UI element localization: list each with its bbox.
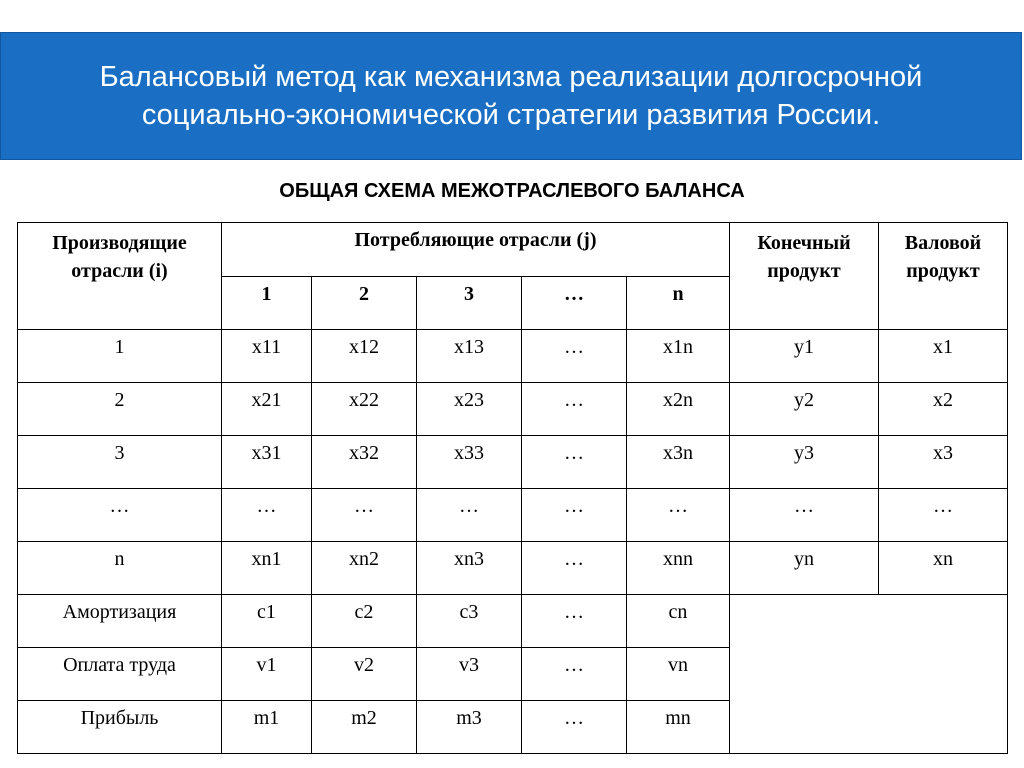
- final-product-cell: y3: [730, 436, 879, 489]
- header-consuming: Потребляющие отрасли (j): [222, 223, 730, 277]
- table-cell: xn3: [417, 542, 522, 595]
- table-cell: c1: [222, 595, 312, 648]
- table-cell: …: [627, 489, 730, 542]
- table-cell: …: [522, 330, 627, 383]
- column-header: 3: [417, 277, 522, 330]
- row-label: Амортизация: [18, 595, 222, 648]
- column-header: 1: [222, 277, 312, 330]
- table-cell: …: [522, 436, 627, 489]
- gross-product-cell: x2: [879, 383, 1008, 436]
- empty-block: [730, 595, 1008, 754]
- table-cell: …: [522, 489, 627, 542]
- header-producing: Производящие отрасли (i): [18, 223, 222, 330]
- table-cell: …: [522, 595, 627, 648]
- table-row: [18, 489, 1008, 542]
- title-bar: [0, 32, 1022, 160]
- table-cell: c2: [312, 595, 417, 648]
- table-cell: x3n: [627, 436, 730, 489]
- table-row: [18, 436, 1008, 489]
- balance-table: [17, 222, 1008, 754]
- table-cell: cn: [627, 595, 730, 648]
- row-label: Прибыль: [18, 701, 222, 754]
- slide-title: Балансовый метод как механизма реализации долгосрочной социально-экономической стратегии развития России.: [99, 61, 923, 131]
- row-label: …: [18, 489, 222, 542]
- table-cell: xn1: [222, 542, 312, 595]
- row-label: n: [18, 542, 222, 595]
- table-cell: xnn: [627, 542, 730, 595]
- table-cell: x2n: [627, 383, 730, 436]
- table-cell: mn: [627, 701, 730, 754]
- table-cell: …: [222, 489, 312, 542]
- table-cell: …: [312, 489, 417, 542]
- row-label: 3: [18, 436, 222, 489]
- table-cell: …: [522, 542, 627, 595]
- table-cell: …: [417, 489, 522, 542]
- table-row: [18, 542, 1008, 595]
- table-cell: x11: [222, 330, 312, 383]
- final-product-cell: yn: [730, 542, 879, 595]
- table-cell: v3: [417, 648, 522, 701]
- table-subtitle: ОБЩАЯ СХЕМА МЕЖОТРАСЛЕВОГО БАЛАНСА: [279, 180, 745, 202]
- row-label: 2: [18, 383, 222, 436]
- value-added-row: [18, 595, 1008, 648]
- table-cell: x22: [312, 383, 417, 436]
- table-cell: x31: [222, 436, 312, 489]
- final-product-cell: …: [730, 489, 879, 542]
- table-cell: …: [522, 383, 627, 436]
- gross-product-cell: xn: [879, 542, 1008, 595]
- table-cell: v2: [312, 648, 417, 701]
- header-final-product: Конечный продукт: [730, 223, 879, 330]
- table-cell: x23: [417, 383, 522, 436]
- table-cell: xn2: [312, 542, 417, 595]
- gross-product-cell: x3: [879, 436, 1008, 489]
- gross-product-cell: x1: [879, 330, 1008, 383]
- table-cell: x1n: [627, 330, 730, 383]
- table-row: [18, 330, 1008, 383]
- table-cell: m1: [222, 701, 312, 754]
- column-header: …: [522, 277, 627, 330]
- final-product-cell: y1: [730, 330, 879, 383]
- table-cell: c3: [417, 595, 522, 648]
- table-cell: x32: [312, 436, 417, 489]
- column-header: 2: [312, 277, 417, 330]
- row-label: 1: [18, 330, 222, 383]
- header-gross-product: Валовой продукт: [879, 223, 1008, 330]
- table-cell: x21: [222, 383, 312, 436]
- table-row: [18, 383, 1008, 436]
- table-cell: vn: [627, 648, 730, 701]
- table-cell: x12: [312, 330, 417, 383]
- row-label: Оплата труда: [18, 648, 222, 701]
- gross-product-cell: …: [879, 489, 1008, 542]
- table-cell: v1: [222, 648, 312, 701]
- table-cell: …: [522, 701, 627, 754]
- column-header: n: [627, 277, 730, 330]
- table-cell: m2: [312, 701, 417, 754]
- final-product-cell: y2: [730, 383, 879, 436]
- table-cell: x13: [417, 330, 522, 383]
- table-cell: x33: [417, 436, 522, 489]
- table-cell: …: [522, 648, 627, 701]
- table-cell: m3: [417, 701, 522, 754]
